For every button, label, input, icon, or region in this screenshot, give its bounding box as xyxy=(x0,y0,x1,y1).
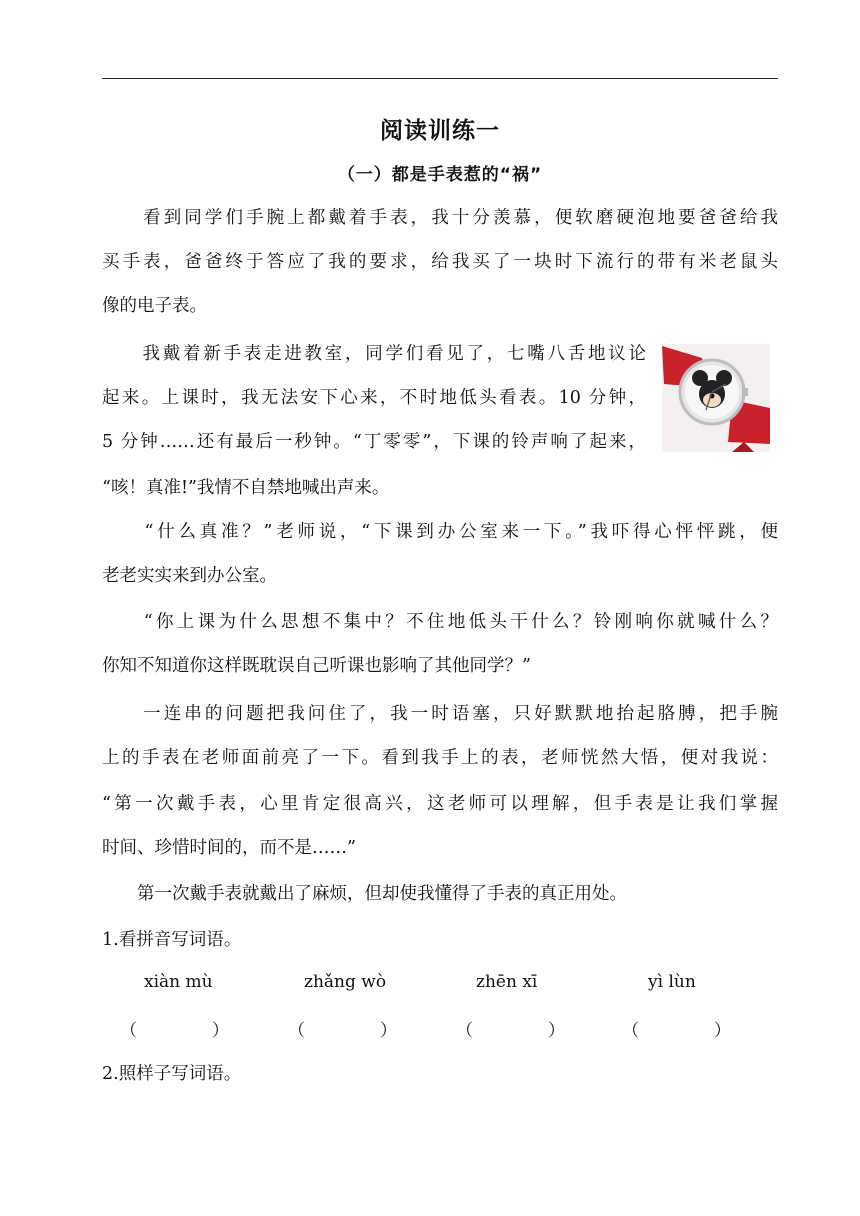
pinyin-item: zhǎng wò xyxy=(304,972,387,992)
passage-line: 老老实实来到办公室。 xyxy=(102,566,277,586)
mickey-watch-image xyxy=(662,344,770,452)
passage-line: 起来。上课时，我无法安下心来，不时地低头看表。10 分钟， xyxy=(102,388,646,408)
watch-illustration xyxy=(662,344,770,452)
pinyin-item: zhēn xī xyxy=(476,972,538,992)
passage-line: “第一次戴手表，心里肯定很高兴，这老师可以理解，但手表是让我们掌握 xyxy=(102,794,778,814)
passage-line: 一连串的问题把我问住了，我一时语塞，只好默默地抬起胳膊，把手腕 xyxy=(102,704,778,724)
pinyin-row xyxy=(102,972,778,998)
passage-line: 第一次戴手表就戴出了麻烦，但却使我懂得了手表的真正用处。 xyxy=(102,884,627,904)
passage-line: 看到同学们手腕上都戴着手表，我十分羡慕，便软磨硬泡地要爸爸给我 xyxy=(102,208,778,228)
passage-line: “你上课为什么思想不集中？不住地低头干什么？铃刚响你就喊什么？ xyxy=(102,612,778,632)
header-rule xyxy=(102,78,778,79)
answer-blanks-row xyxy=(102,1016,778,1042)
answer-blank-close: ） xyxy=(714,1021,731,1041)
passage-line: 时间、珍惜时间的，而不是……” xyxy=(102,838,356,858)
passage-line: 像的电子表。 xyxy=(102,296,207,316)
answer-blank-open: （ xyxy=(622,1021,639,1041)
answer-blank-close: ） xyxy=(212,1021,229,1041)
answer-blank-close: ） xyxy=(548,1021,565,1041)
pinyin-item: yì lùn xyxy=(648,972,696,992)
pinyin-item: xiàn mù xyxy=(144,972,213,992)
passage-line: 上的手表在老师面前亮了一下。看到我手上的表，老师恍然大悟，便对我说： xyxy=(102,748,778,768)
passage-line: “什么真准？”老师说，“下课到办公室来一下。”我吓得心怦怦跳，便 xyxy=(102,522,778,542)
answer-blank-open: （ xyxy=(288,1021,305,1041)
page-title: 阅读训练一 xyxy=(380,118,500,144)
question-1-heading: 1.看拼音写词语。 xyxy=(102,930,242,950)
passage-subtitle: （一）都是手表惹的“祸” xyxy=(337,165,543,185)
passage-line: 买手表，爸爸终于答应了我的要求，给我买了一块时下流行的带有米老鼠头 xyxy=(102,252,778,272)
question-2-heading: 2.照样子写词语。 xyxy=(102,1064,242,1084)
passage-line: 5 分钟……还有最后一秒钟。“丁零零”，下课的铃声响了起来， xyxy=(102,432,646,452)
answer-blank-close: ） xyxy=(380,1021,397,1041)
passage-line: 我戴着新手表走进教室，同学们看见了，七嘴八舌地议论 xyxy=(102,344,646,364)
passage-line: 你知不知道你这样既耽误自己听课也影响了其他同学？” xyxy=(102,656,531,676)
answer-blank-open: （ xyxy=(120,1021,137,1041)
passage-line: “咳！真准!”我情不自禁地喊出声来。 xyxy=(102,478,390,498)
answer-blank-open: （ xyxy=(456,1021,473,1041)
